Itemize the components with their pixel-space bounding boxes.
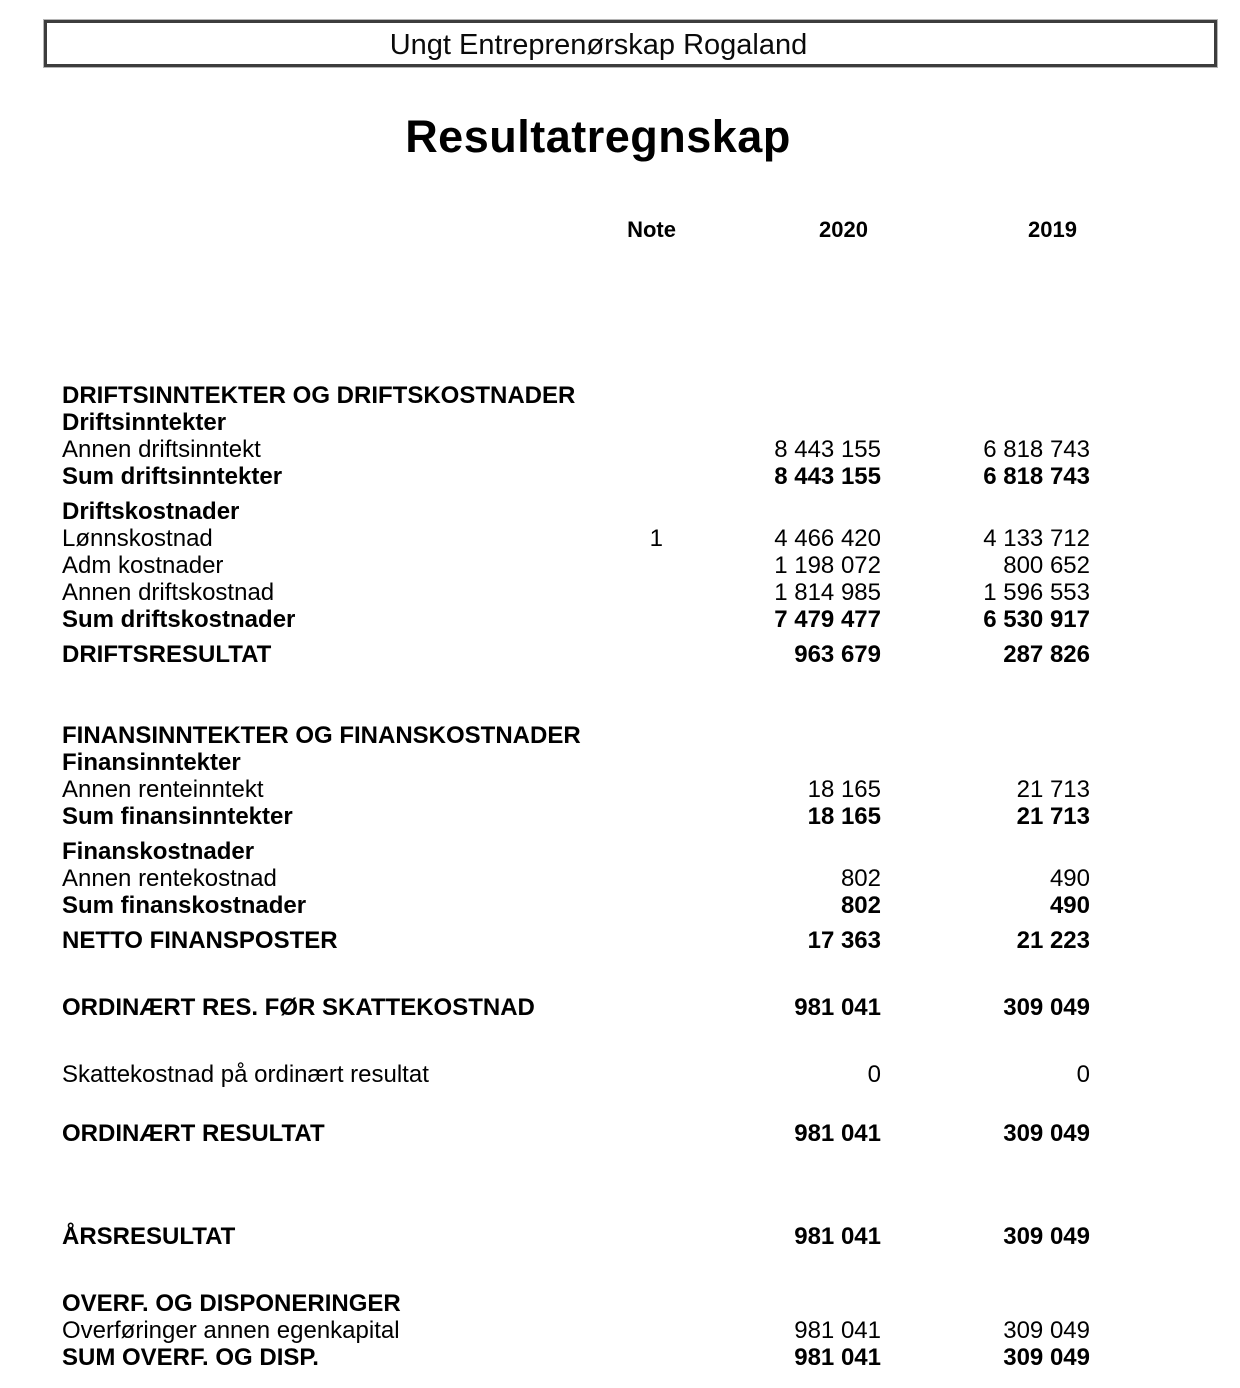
row-value-2019: 309 049	[1003, 1317, 1090, 1344]
table-row	[62, 994, 1090, 1021]
row-value-2019	[881, 498, 1090, 525]
row-note	[556, 1344, 676, 1371]
table-row	[62, 1344, 1090, 1371]
row-note	[556, 749, 676, 776]
row-value-2020: 981 041	[794, 1223, 881, 1250]
row-value-2019	[881, 838, 1090, 865]
table-row	[62, 498, 1090, 525]
row-note	[556, 1317, 676, 1344]
row-value-2020	[701, 722, 906, 749]
row-value-2020: 18 165	[807, 803, 881, 830]
row-note	[556, 803, 676, 830]
row-value-2019: 4 133 712	[983, 525, 1090, 552]
row-note	[581, 722, 701, 749]
table-body	[62, 382, 1090, 1371]
row-value-2020	[676, 1290, 881, 1317]
row-note	[556, 641, 676, 668]
row-label: DRIFTSRESULTAT	[62, 641, 272, 668]
table-row	[62, 463, 1090, 490]
row-label: ORDINÆRT RES. FØR SKATTEKOSTNAD	[62, 994, 535, 1021]
row-note	[556, 1223, 676, 1250]
row-note	[556, 865, 676, 892]
row-value-2019: 800 652	[1003, 552, 1090, 579]
row-value-2019: 490	[1049, 892, 1090, 919]
row-label: Finansinntekter	[62, 749, 241, 776]
row-value-2020: 8 443 155	[774, 463, 881, 490]
row-value-2019	[881, 409, 1090, 436]
row-note	[556, 1061, 676, 1088]
row-value-2019	[881, 1290, 1090, 1317]
row-note	[556, 579, 676, 606]
row-value-2020: 18 165	[807, 776, 881, 803]
income-statement-table	[0, 216, 1240, 1371]
note-column-header: Note	[627, 217, 676, 242]
row-value-2020: 0	[867, 1061, 881, 1088]
row-note: 1	[649, 525, 663, 552]
row-value-2020: 981 041	[794, 1120, 881, 1147]
row-label: Sum driftsinntekter	[62, 463, 283, 490]
row-value-2019: 0	[1076, 1061, 1090, 1088]
row-value-2019: 21 713	[1016, 803, 1090, 830]
table-row	[62, 1317, 1090, 1344]
column-header-row	[62, 216, 1090, 243]
row-value-2020	[695, 382, 900, 409]
row-note	[556, 409, 676, 436]
row-note	[556, 927, 676, 954]
table-row	[62, 927, 1090, 954]
table-row	[62, 409, 1090, 436]
year-2019-column-header: 2019	[1028, 217, 1077, 242]
row-note	[556, 436, 676, 463]
row-value-2019: 309 049	[1003, 1120, 1090, 1147]
table-row	[62, 865, 1090, 892]
row-label: ÅRSRESULTAT	[62, 1223, 236, 1250]
table-row	[62, 892, 1090, 919]
row-value-2020: 802	[840, 865, 881, 892]
row-value-2020	[676, 838, 881, 865]
row-value-2019: 21 713	[1016, 776, 1090, 803]
row-value-2019	[881, 749, 1090, 776]
row-value-2019	[906, 722, 1115, 749]
table-row	[62, 749, 1090, 776]
row-note	[556, 1290, 676, 1317]
page-title: Resultatregnskap	[405, 111, 791, 162]
row-label: Annen driftsinntekt	[62, 436, 261, 463]
row-note	[556, 838, 676, 865]
row-value-2019: 490	[1049, 865, 1090, 892]
row-value-2019: 21 223	[1016, 927, 1090, 954]
table-row	[62, 606, 1090, 633]
row-note	[556, 776, 676, 803]
table-row	[62, 1120, 1090, 1147]
row-value-2020	[676, 749, 881, 776]
row-note	[556, 463, 676, 490]
row-label: DRIFTSINNTEKTER OG DRIFTSKOSTNADER	[62, 382, 576, 409]
row-value-2020: 1 814 985	[774, 579, 881, 606]
row-label: FINANSINNTEKTER OG FINANSKOSTNADER	[62, 722, 581, 749]
row-label: ORDINÆRT RESULTAT	[62, 1120, 325, 1147]
row-value-2019: 6 818 743	[983, 436, 1090, 463]
row-label: Overføringer annen egenkapital	[62, 1317, 400, 1344]
table-row	[62, 803, 1090, 830]
row-value-2019: 1 596 553	[983, 579, 1090, 606]
row-value-2019: 287 826	[1003, 641, 1090, 668]
company-name-box	[44, 20, 1217, 67]
label-column-header	[62, 216, 556, 243]
row-note	[556, 552, 676, 579]
row-label: Finanskostnader	[62, 838, 255, 865]
table-row	[62, 838, 1090, 865]
table-row	[62, 579, 1090, 606]
row-value-2020	[676, 498, 881, 525]
table-row	[62, 641, 1090, 668]
row-value-2020: 8 443 155	[774, 436, 881, 463]
row-label: Annen rentekostnad	[62, 865, 277, 892]
row-note	[556, 606, 676, 633]
row-value-2019	[900, 382, 1109, 409]
row-label: OVERF. OG DISPONERINGER	[62, 1290, 401, 1317]
row-label: Sum driftskostnader	[62, 606, 296, 633]
row-value-2019: 6 818 743	[983, 463, 1090, 490]
row-value-2020: 981 041	[794, 1317, 881, 1344]
table-row	[62, 1223, 1090, 1250]
row-value-2019: 309 049	[1003, 1223, 1090, 1250]
table-row	[62, 1061, 1090, 1088]
row-value-2020: 981 041	[794, 1344, 881, 1371]
row-label: Skattekostnad på ordinært resultat	[62, 1061, 429, 1088]
row-label: Driftskostnader	[62, 498, 240, 525]
row-note	[575, 382, 695, 409]
table-row	[62, 436, 1090, 463]
row-label: Annen renteinntekt	[62, 776, 264, 803]
row-note	[556, 1120, 676, 1147]
row-value-2019: 309 049	[1003, 1344, 1090, 1371]
table-row	[62, 1290, 1090, 1317]
row-note	[556, 994, 676, 1021]
row-label: Lønnskostnad	[62, 525, 213, 552]
row-value-2019: 309 049	[1003, 994, 1090, 1021]
row-label: Annen driftskostnad	[62, 579, 275, 606]
row-value-2020: 4 466 420	[774, 525, 881, 552]
row-note	[556, 892, 676, 919]
row-label: Sum finanskostnader	[62, 892, 307, 919]
year-2020-column-header: 2020	[819, 217, 868, 242]
row-note	[556, 498, 676, 525]
table-row	[62, 552, 1090, 579]
row-value-2020	[676, 409, 881, 436]
row-value-2020: 1 198 072	[774, 552, 881, 579]
row-label: SUM OVERF. OG DISP.	[62, 1344, 319, 1371]
row-label: Sum finansinntekter	[62, 803, 293, 830]
row-value-2020: 963 679	[794, 641, 881, 668]
row-value-2020: 802	[840, 892, 881, 919]
table-row	[62, 776, 1090, 803]
row-value-2020: 17 363	[807, 927, 881, 954]
row-label: NETTO FINANSPOSTER	[62, 927, 338, 954]
company-name: Ungt Entreprenørskap Rogaland	[389, 28, 808, 61]
row-value-2020: 7 479 477	[774, 606, 881, 633]
table-row	[62, 525, 1090, 552]
row-value-2019: 6 530 917	[983, 606, 1090, 633]
row-label: Adm kostnader	[62, 552, 224, 579]
row-label: Driftsinntekter	[62, 409, 227, 436]
table-row	[62, 722, 1090, 749]
table-row	[62, 382, 1090, 409]
row-value-2020: 981 041	[794, 994, 881, 1021]
